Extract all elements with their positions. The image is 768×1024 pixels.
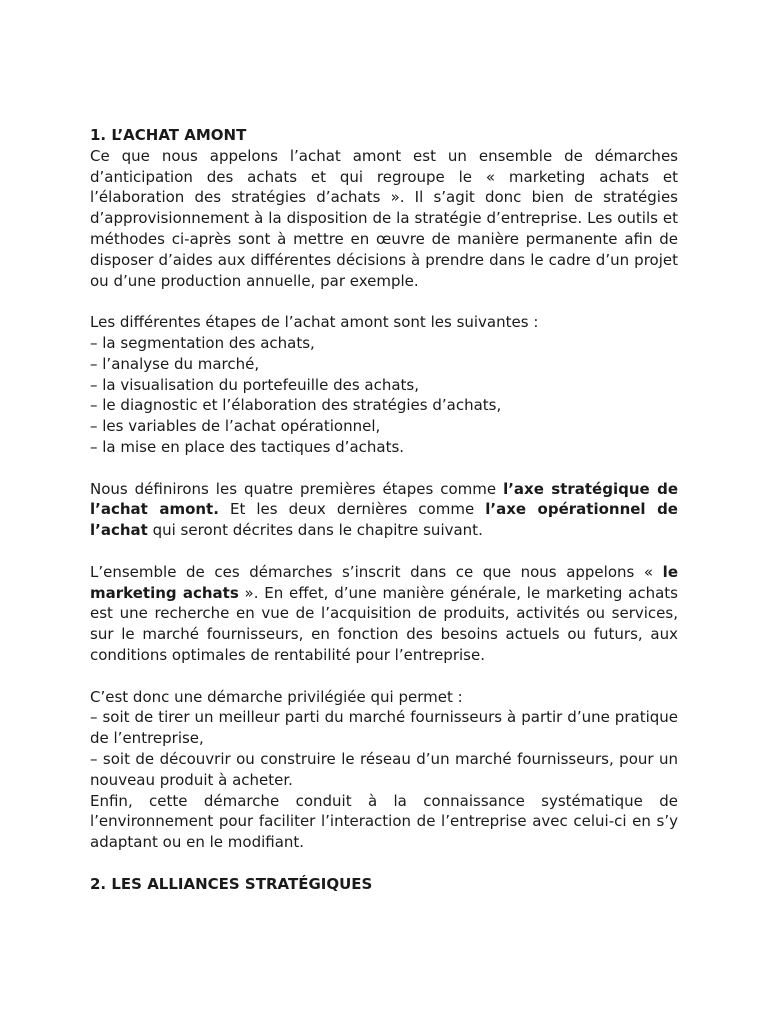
intro-paragraph: Ce que nous appelons l’achat amont est un ensemble de démarches d’anticipation des achats et qui regroupe le « marketing achats et l’élaboration des stratégies d’achats ». Il s’agit donc bien de stratégies d’approvisionnement à la disposition de la stratégie d’entreprise. Les outils et méthodes ci-après sont à mettre en œuvre de manière permanente afin de disposer d’aides aux différentes décisions à prendre dans le cadre d’un projet ou d’une production annuelle, par exemple. — [90, 146, 678, 290]
steps-intro: Les différentes étapes de l’achat amont sont les suivantes : — [90, 313, 539, 332]
conclusion-paragraph: Enfin, cette démarche conduit à la connaissance systématique de l’environnement pour faciliter l’interaction de l’entreprise avec celui-ci en s’y adaptant ou en le modifiant. — [90, 791, 678, 852]
approach-item-2: – soit de découvrir ou construire le réseau d’un marché fournisseurs, pour un nouveau produit à acheter. — [90, 749, 678, 789]
approach-item-1: – soit de tirer un meilleur parti du marché fournisseurs à partir d’une pratique de l’entreprise, — [90, 708, 678, 748]
axes-text-3: qui seront décrites dans le chapitre suivant. — [147, 521, 483, 540]
list-item: – la visualisation du portefeuille des achats, — [90, 375, 420, 394]
marketing-achats-bold: le marketing achats — [90, 562, 678, 602]
approach-intro: C’est donc une démarche privilégiée qui permet : — [90, 687, 463, 706]
steps-list — [90, 333, 678, 458]
axe-operationnel-bold: l’axe opérationnel de l’achat — [90, 500, 678, 540]
list-item: – la segmentation des achats, — [90, 333, 315, 352]
list-item: – la mise en place des tactiques d’achats. — [90, 437, 405, 456]
section-1-heading: 1. L’ACHAT AMONT — [90, 126, 247, 144]
list-item: – l’analyse du marché, — [90, 354, 260, 373]
marketing-text-1: L’ensemble de ces démarches s’inscrit dans ce que nous appelons « — [90, 562, 663, 581]
axes-paragraph — [90, 479, 678, 541]
section-2-heading: 2. LES ALLIANCES STRATÉGIQUES — [90, 874, 373, 893]
marketing-paragraph — [90, 562, 678, 666]
axe-strategique-bold: l’axe stratégique de l’achat amont. — [90, 479, 678, 519]
list-item: – le diagnostic et l’élaboration des stratégies d’achats, — [90, 396, 502, 415]
marketing-text-2: ». En effet, d’une manière générale, le marketing achats est une recherche en vue de l’acquisition de produits, activités ou services, sur le marché fournisseurs, en fonction des besoins actuels ou futurs, aux conditions optimales de rentabilité pour l’entreprise. — [90, 583, 678, 664]
axes-text-2: Et les deux dernières comme — [218, 500, 486, 519]
axes-text-1: Nous définirons les quatre premières étapes comme — [90, 479, 504, 498]
list-item: – les variables de l’achat opérationnel, — [90, 417, 381, 436]
